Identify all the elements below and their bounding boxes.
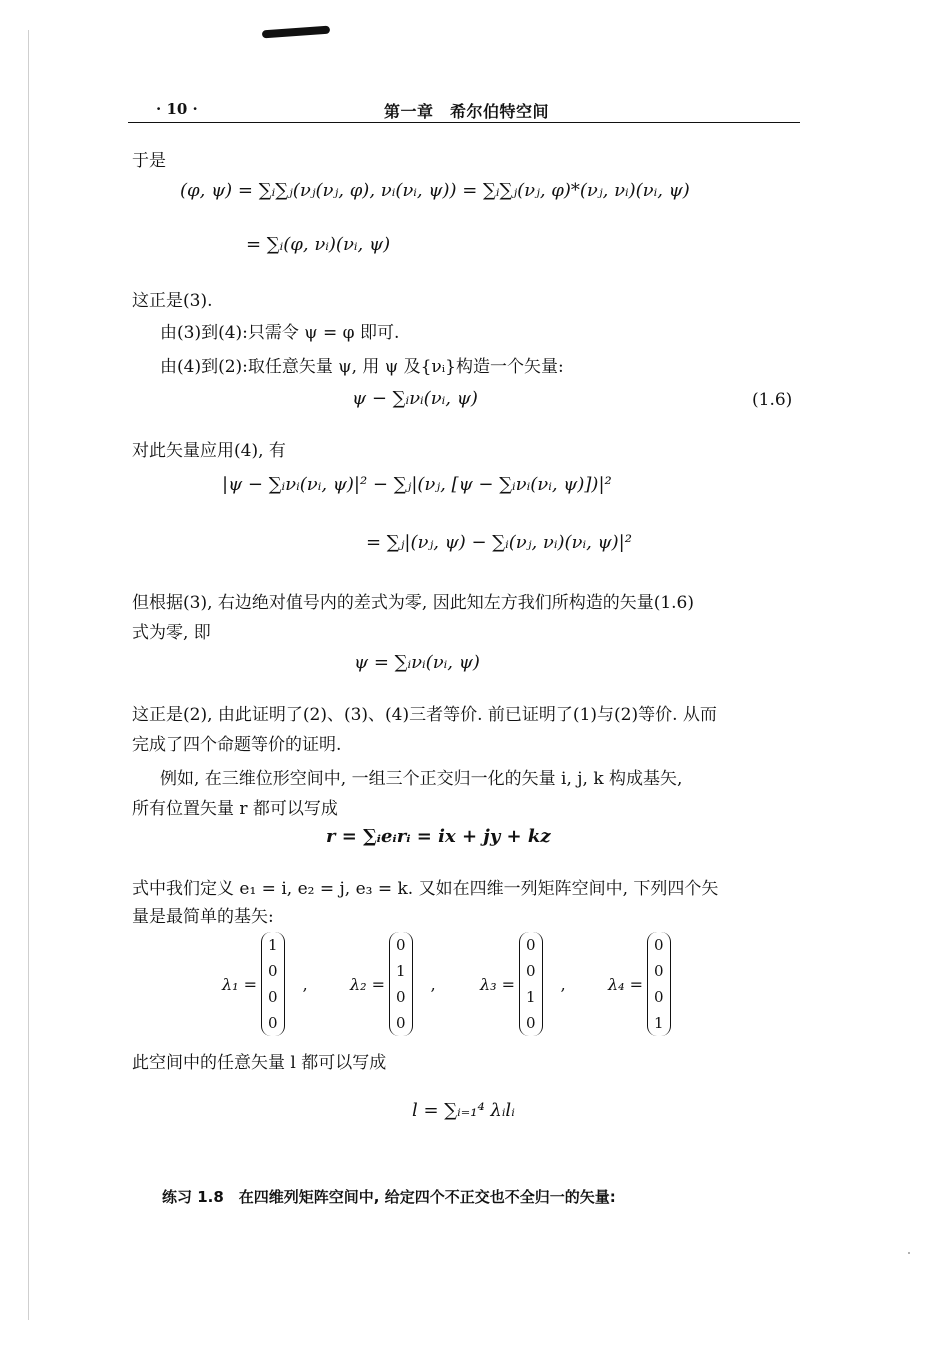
chapter-title: 第一章 希尔伯特空间	[384, 102, 550, 121]
matrix-label: λ₄ =	[608, 974, 644, 994]
matrix-separator: ,	[560, 974, 566, 994]
exercise-1-8: 练习 1.8 在四维列矩阵空间中, 给定四个不正交也不全归一的矢量:	[162, 1188, 616, 1206]
matrix-entry: 0	[654, 936, 664, 954]
basis-vector-lambda-2	[350, 932, 436, 1036]
para-apply-4: 对此矢量应用(4), 有	[132, 441, 286, 461]
matrix-entry: 0	[268, 962, 278, 980]
matrix-entry: 1	[654, 1014, 664, 1032]
matrix-entry: 0	[526, 1014, 536, 1032]
equation-3-line-2: = ∑ⱼ|(νⱼ, ψ) − ∑ᵢ(νⱼ, νᵢ)(νᵢ, ψ)|²	[366, 532, 632, 553]
equation-1-6: ψ − ∑ᵢνᵢ(νᵢ, ψ)	[352, 388, 478, 409]
basis-vector-lambda-1	[222, 932, 308, 1036]
column-matrix	[389, 932, 413, 1036]
matrix-entry: 0	[396, 1014, 406, 1032]
matrix-entry: 0	[526, 962, 536, 980]
page-header	[128, 98, 800, 123]
para-definition-line-1: 式中我们定义 e₁ = i, e₂ = j, e₃ = k. 又如在四维一列矩阵空间中, 下列四个矢	[132, 879, 719, 899]
basis-vector-lambda-3	[480, 932, 566, 1036]
matrix-label: λ₃ =	[480, 974, 516, 994]
ink-smudge	[262, 26, 330, 39]
equation-psi-expansion: ψ = ∑ᵢνᵢ(νᵢ, ψ)	[354, 652, 480, 673]
column-matrix	[647, 932, 671, 1036]
matrix-entry: 0	[654, 962, 664, 980]
basis-vector-lambda-4	[608, 932, 671, 1036]
matrix-entry: 0	[654, 988, 664, 1006]
column-matrix	[519, 932, 543, 1036]
para-equivalence-line-2: 完成了四个命题等价的证明.	[132, 735, 342, 755]
matrix-entry: 0	[268, 1014, 278, 1032]
matrix-entry: 0	[396, 988, 406, 1006]
para-arbitrary-vector: 此空间中的任意矢量 l 都可以写成	[132, 1053, 387, 1073]
equation-position-vector: r = ∑ᵢeᵢrᵢ = ix + jy + kz	[326, 826, 551, 847]
matrix-entry: 1	[396, 962, 406, 980]
matrix-entry: 1	[268, 936, 278, 954]
matrix-entry: 0	[268, 988, 278, 1006]
para-according-3-line-2: 式为零, 即	[132, 623, 211, 643]
para-3-to-4: 由(3)到(4):只需令 ψ = φ 即可.	[160, 323, 400, 343]
matrix-separator: ,	[302, 974, 308, 994]
equation-1-line-1: (φ, ψ) = ∑ᵢ∑ⱼ(νⱼ(νⱼ, φ), νᵢ(νᵢ, ψ)) = ∑ᵢ∑ⱼ(νⱼ, φ)*(νⱼ, νᵢ)(νᵢ, ψ)	[180, 180, 690, 201]
equation-1-line-2: = ∑ᵢ(φ, νᵢ)(νᵢ, ψ)	[246, 234, 391, 255]
para-example-line-2: 所有位置矢量 r 都可以写成	[132, 799, 338, 819]
equation-number-1-6: (1.6)	[752, 390, 793, 410]
matrix-entry: 0	[396, 936, 406, 954]
para-example-line-1: 例如, 在三维位形空间中, 一组三个正交归一化的矢量 i, j, k 构成基矢,	[160, 769, 683, 789]
para-equivalence-line-1: 这正是(2), 由此证明了(2)、(3)、(4)三者等价. 前已证明了(1)与(2)等价. 从而	[132, 705, 717, 725]
equation-l-expansion: l = ∑ᵢ₌₁⁴ λᵢlᵢ	[412, 1100, 515, 1121]
matrix-label: λ₂ =	[350, 974, 386, 994]
matrix-entry: 0	[526, 936, 536, 954]
scan-speck	[908, 1252, 910, 1254]
para-4-to-2: 由(4)到(2):取任意矢量 ψ, 用 ψ 及{νᵢ}构造一个矢量:	[160, 357, 564, 377]
column-matrix	[261, 932, 285, 1036]
matrix-label: λ₁ =	[222, 974, 258, 994]
para-according-3-line-1: 但根据(3), 右边绝对值号内的差式为零, 因此知左方我们所构造的矢量(1.6)	[132, 593, 694, 613]
para-zhengshi-3: 这正是(3).	[132, 291, 213, 311]
scan-margin-line	[28, 30, 29, 1320]
matrix-separator: ,	[430, 974, 436, 994]
para-definition-line-2: 量是最简单的基矢:	[132, 907, 274, 927]
para-yushi: 于是	[132, 151, 166, 171]
equation-3-line-1: |ψ − ∑ᵢνᵢ(νᵢ, ψ)|² − ∑ⱼ|(νⱼ, [ψ − ∑ᵢνᵢ(νᵢ, ψ)])|²	[222, 474, 612, 495]
matrix-entry: 1	[526, 988, 536, 1006]
page-number: · 10 ·	[156, 100, 198, 118]
